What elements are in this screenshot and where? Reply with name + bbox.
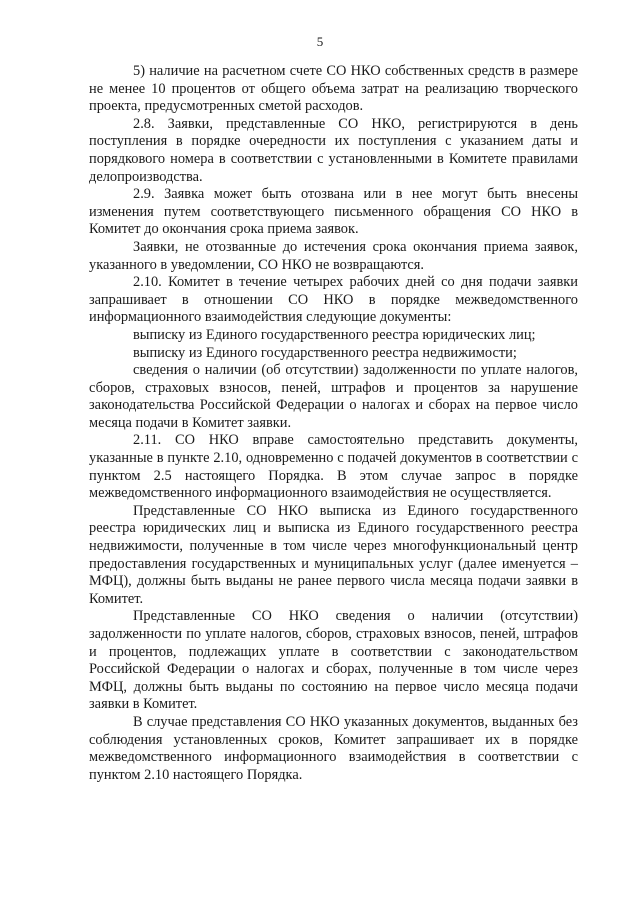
paragraph-2-9: 2.9. Заявка может быть отозвана или в нее могут быть внесены изменения путем соответствующего письменного обращения СО НКО в Комитет до окончания срока приема заявок. [89,186,578,238]
paragraph-clause-5: 5) наличие на расчетном счете СО НКО собственных средств в размере не менее 10 процентов от общего объема затрат на реализацию творческого проекта, предусмотренных сметой расходов. [89,63,578,115]
list-item-legal-entities-extract: выписку из Единого государственного реестра юридических лиц; [133,326,536,343]
page-number: 5 [316,34,324,49]
paragraph-extracts-validity: Представленные СО НКО выписка из Единого государственного реестра юридических лиц и выписка из Единого государственного реестра недвижимости, полученные в том числе через многофункциональный центр предоставления государственных и муниципальных услуг (далее именуется – МФЦ), должны быть выданы не ранее первого числа месяца подачи заявки в Комитет. [89,502,578,607]
list-item-real-estate-extract: выписку из Единого государственного реестра недвижимости; [133,344,517,361]
paragraph-2-8: 2.8. Заявки, представленные СО НКО, регистрируются в день поступления в порядке очередности их поступления с указанием даты и порядкового номера в соответствии с установленными в Комитете правилами делопроизводства. [89,115,578,185]
paragraph-2-10: 2.10. Комитет в течение четырех рабочих дней со дня подачи заявки запрашивает в отношении СО НКО в порядке межведомственного информационного взаимодействия следующие документы: [89,274,578,326]
paragraph-2-11: 2.11. СО НКО вправе самостоятельно представить документы, указанные в пункте 2.10, одновременно с подачей документов в соответствии с пунктом 2.5 настоящего Порядка. В этом случае запрос в порядке межведомственного информационного взаимодействия не осуществляется. [89,432,578,502]
paragraph-not-withdrawn: Заявки, не отозванные до истечения срока окончания приема заявок, указанного в уведомлении, СО НКО не возвращаются. [89,238,578,273]
list-item-tax-debt-info: сведения о наличии (об отсутствии) задолженности по уплате налогов, сборов, страховых взносов, пеней, штрафов и процентов за нарушение законодательства Российской Федерации о налогах и сборах на первое число месяца подачи в Комитет заявки. [89,362,578,431]
paragraph-debt-info-validity: Представленные СО НКО сведения о наличии (отсутствии) задолженности по уплате налогов, сборов, страховых взносов, пеней, штрафов и процентов, подлежащих уплате в соответствии с законодательством Российской Федерации о налогах и сборах, полученные в том числе через МФЦ, должны быть выданы по состоянию на первое число месяца подачи заявки в Комитет. [89,608,578,713]
document-body [89,63,578,784]
paragraph-late-documents: В случае представления СО НКО указанных документов, выданных без соблюдения установленных сроков, Комитет запрашивает их в порядке межведомственного информационного взаимодействия в соответствии с пунктом 2.10 настоящего Порядка. [89,713,578,783]
